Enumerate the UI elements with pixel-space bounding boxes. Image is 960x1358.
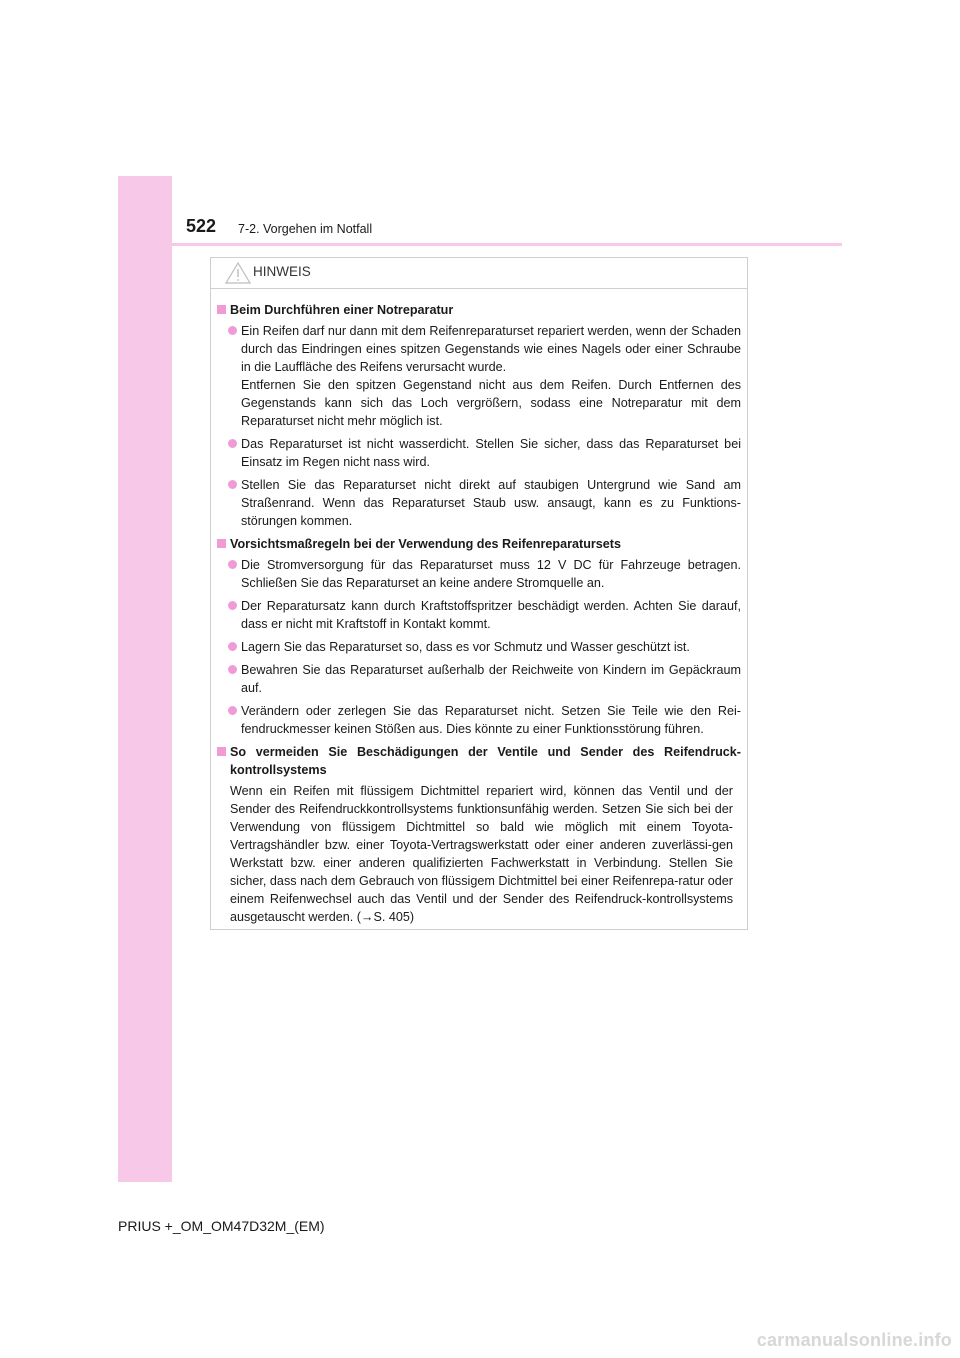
footer-document-code: PRIUS +_OM_OM47D32M_(EM) [118, 1218, 325, 1234]
round-bullet-icon [228, 706, 237, 715]
list-item: Der Reparatursatz kann durch Kraftstoffspritzer beschädigt werden. Achten Sie darauf, dass er nicht mit Kraftstoff in Kontakt kommt. [217, 597, 741, 633]
list-item: Die Stromversorgung für das Reparaturset muss 12 V DC für Fahrzeuge betragen. Schließen Sie das Reparaturset an keine andere Stromquelle an. [217, 556, 741, 592]
notice-label: HINWEIS [253, 264, 311, 279]
paragraph: Wenn ein Reifen mit flüssigem Dichtmittel repariert wird, können das Ventil und der Sender des Reifendruckkontrollsystems funktionsunfähig werden. Setzen Sie sich bei der Verwendung von flüssigem Dichtmittel so bald wie möglich mit einem Toyota-Vertragshändler bzw. einer Toyota-Vertragswerkstatt oder einer anderen zuverlässi-gen Werkstatt bzw. einer anderen qualifizierten Fachwerkstatt in Verbindung. Stellen Sie sicher, dass nach dem Gebrauch von flüssigem Dichtmittel bei einer Reifenrepa-ratur oder einem Reifenwechsel auch das Ventil und der Sender des Reifendruck-kontrollsystems ausgetauscht werden. (→S. 405) [230, 784, 733, 924]
notice-header [211, 258, 747, 289]
round-bullet-icon [228, 642, 237, 651]
page-number: 522 [186, 216, 217, 236]
notice-box [210, 257, 748, 930]
section-heading: Beim Durchführen einer Notreparatur [217, 301, 741, 319]
warning-triangle-icon [225, 262, 251, 284]
notice-body [211, 289, 747, 926]
square-bullet-icon [217, 747, 226, 756]
header-rule [118, 243, 842, 246]
round-bullet-icon [228, 560, 237, 569]
list-item: Ein Reifen darf nur dann mit dem Reifenreparaturset repariert werden, wenn der Schaden durch das Eindringen eines spitzen Gegenstands wie eines Nagels oder einer Schraube in die Lauffläche des Reifens verursacht wurde. Entfernen Sie den spitzen Gegenstand nicht aus dem Reifen. Durch Entfernen des Gegenstands kann sich das Loch vergrößern, sodass eine Notreparatur mit dem Reparaturset nicht mehr möglich ist. [217, 322, 741, 430]
section-title: 7-2. Vorgehen im Notfall [238, 222, 373, 236]
round-bullet-icon [228, 480, 237, 489]
round-bullet-icon [228, 601, 237, 610]
round-bullet-icon [228, 665, 237, 674]
list-item: Lagern Sie das Reparaturset so, dass es vor Schmutz und Wasser geschützt ist. [217, 638, 741, 656]
list-item: Das Reparaturset ist nicht wasserdicht. Stellen Sie sicher, dass das Reparaturset bei Einsatz im Regen nicht nass wird. [217, 435, 741, 471]
watermark-text: carmanualsonline.info [756, 1330, 952, 1350]
section-heading: So vermeiden Sie Beschädigungen der Ventile und Sender des Reifendruck-kontrollsystems [217, 743, 741, 779]
list-item: Bewahren Sie das Reparaturset außerhalb der Reichweite von Kindern im Gepäckraum auf. [217, 661, 741, 697]
side-color-band [118, 176, 172, 1182]
list-item: Stellen Sie das Reparaturset nicht direkt auf staubigen Untergrund wie Sand am Straßenrand. Wenn das Reparaturset Staub usw. ansaugt, kann es zu Funktions-störungen kommen. [217, 476, 741, 530]
round-bullet-icon [228, 326, 237, 335]
round-bullet-icon [228, 439, 237, 448]
section-heading: Vorsichtsmaßregeln bei der Verwendung des Reifenreparatursets [217, 535, 741, 553]
list-item: Verändern oder zerlegen Sie das Reparaturset nicht. Setzen Sie Teile wie den Rei-fendruckmesser keinen Stößen aus. Dies könnte zu einer Funktionsstörung führen. [217, 702, 741, 738]
square-bullet-icon [217, 305, 226, 314]
square-bullet-icon [217, 539, 226, 548]
